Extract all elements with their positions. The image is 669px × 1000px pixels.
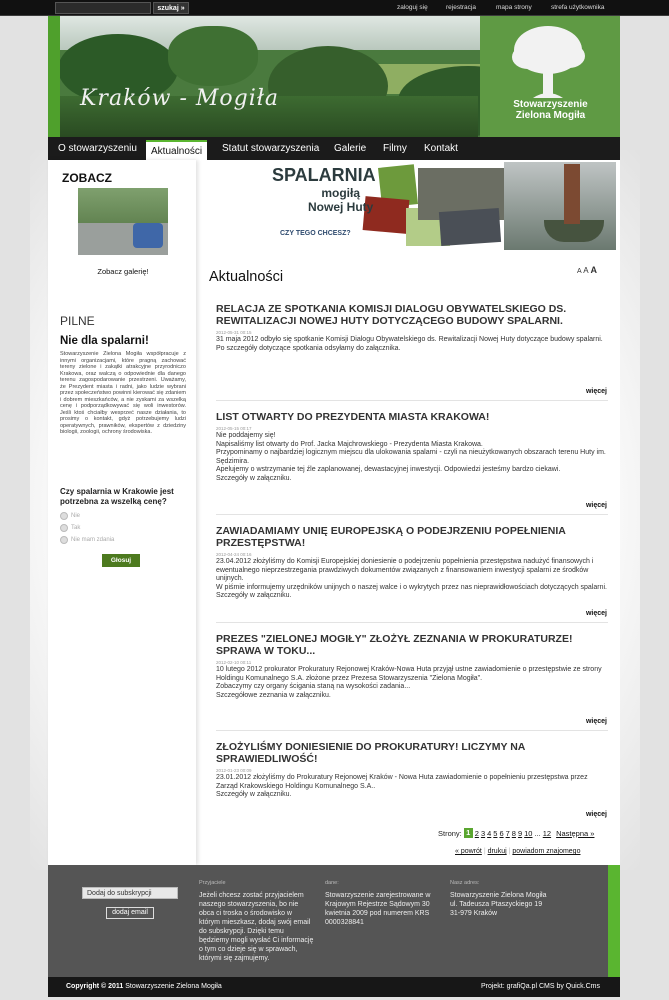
- radio-icon[interactable]: [60, 512, 68, 520]
- poll-question: Czy spalarnia w Krakowie jest potrzebna za wszelką cenę?: [60, 487, 174, 506]
- footer-data: [325, 879, 440, 927]
- font-small[interactable]: A: [577, 268, 582, 275]
- pagination-label: Strony:: [438, 828, 462, 838]
- separator: |: [483, 848, 488, 855]
- header-accent-left: [48, 16, 60, 137]
- divider: [216, 400, 608, 401]
- print-link[interactable]: drukuj: [487, 848, 507, 855]
- top-bar: [0, 0, 669, 16]
- subscribe-button[interactable]: dodaj email: [106, 907, 154, 919]
- banner-person: [564, 164, 580, 224]
- poll-option-undecided[interactable]: [60, 536, 114, 544]
- page-link[interactable]: 6: [499, 828, 504, 838]
- divider: [216, 514, 608, 515]
- divider: [216, 730, 608, 731]
- separator: |: [508, 848, 513, 855]
- banner-line1: SPALARNIA: [272, 165, 376, 185]
- org-name-line2: Zielona Mogiła: [515, 110, 586, 121]
- divider: [216, 622, 608, 623]
- page-link[interactable]: 4: [487, 828, 492, 838]
- article-date: 2012-05-31 00:15: [216, 330, 252, 335]
- article-date: 2012-02-10 00:11: [216, 660, 252, 665]
- copyright-prefix: Copyright © 2011: [66, 983, 124, 990]
- back-link[interactable]: « powrót: [455, 848, 482, 855]
- nav-item-galleries[interactable]: Galerie: [334, 143, 367, 154]
- nav-item-about[interactable]: O stowarzyszeniu: [58, 143, 137, 154]
- article-title[interactable]: RELACJA ZE SPOTKANIA KOMISJI DIALOGU OBYWATELSKIEGO DS. REWITALIZACJI NOWEJ HUTY DOTYCZĄCEGO BUDOWY SPALARNI.: [216, 303, 567, 327]
- article-body: 23.04.2012 złożyliśmy do Komisji Europejskiej doniesienie o podejrzeniu popełnienia przestępstwa nadużyć finansowych i ewentualnego nieprzestrzegania prawdziwych dokumentów związanych z finansowaniem inwestycji spalarni ze środków unijnych. W piśmie informujemy urzędników unijnych o naszej walce i o wykrytych przez nas nieprawidłowościach dotyczących spalarni. Szczegóły w załączniku.: [216, 558, 607, 599]
- thumb-bags: [133, 223, 163, 248]
- nav-item-contact[interactable]: Kontakt: [424, 143, 458, 154]
- page-link[interactable]: 2: [474, 828, 479, 838]
- main-nav: [48, 137, 620, 160]
- page-link[interactable]: 10: [524, 828, 533, 838]
- banner-line2-3: [308, 186, 373, 214]
- banner-question: CZY TEGO CHCESZ?: [280, 230, 351, 237]
- copyright-org[interactable]: Stowarzyszenie Zielona Mogiła: [125, 983, 222, 990]
- see-title: ZOBACZ: [62, 171, 112, 185]
- radio-icon[interactable]: [60, 524, 68, 532]
- campaign-banner[interactable]: [268, 162, 616, 250]
- poll-option-label: Nie mam zdania: [71, 537, 115, 543]
- article-date: 2012-05-15 00:17: [216, 426, 252, 431]
- article-date: 2012-04-24 00:16: [216, 552, 252, 557]
- org-name: [488, 99, 613, 121]
- footer-address-heading: Nasz adres:: [450, 880, 480, 886]
- page-title: Aktualności: [209, 269, 284, 285]
- poll-option-label: Nie: [71, 513, 81, 519]
- pagination-ellipsis: ...: [534, 828, 541, 838]
- pilne-heading[interactable]: Nie dla spalarni!: [60, 335, 149, 347]
- pilne-title: PILNE: [60, 314, 95, 328]
- user-zone-link[interactable]: strefa użytkownika: [551, 4, 605, 11]
- page-link[interactable]: 9: [517, 828, 523, 838]
- back-links: [455, 848, 580, 855]
- footer-data-heading: dane:: [325, 880, 339, 886]
- poll-option-yes[interactable]: [60, 524, 80, 532]
- article-title[interactable]: LIST OTWARTY DO PREZYDENTA MIASTA KRAKOWA!: [216, 411, 490, 423]
- article-body: 31 maja 2012 odbyło się spotkanie Komisji Dialogu Obywatelskiego ds. Rewitalizacji Nowej Huty dotyczące budowy spalarni. Po szczegóły dotyczące spotkania odsyłamy do załącznika.: [216, 336, 603, 352]
- pagination: [438, 828, 594, 838]
- gallery-thumbnail[interactable]: [78, 188, 168, 255]
- gallery-link[interactable]: Zobacz galerię!: [97, 267, 149, 276]
- header-banner: [48, 16, 620, 137]
- banner-line2: mogiłą: [321, 186, 360, 200]
- article: [216, 303, 608, 353]
- page-link-last[interactable]: 12: [542, 828, 552, 838]
- article-body: Nie poddajemy się! Napisaliśmy list otwarty do Prof. Jacka Majchrowskiego - Prezydenta Miasta Krakowa. Przypominamy o najbardziej logicznym miejscu dla ulokowania spalarni - czyli na nieużytkowanych obszarach terenu Huty im. Sędzimira. Apelujemy o wstrzymanie tej źle zaplanowanej, dewastacyjnej inwestycji. Odpowiedzi jesteśmy bardzo ciekawi. Szczegóły w załączniku.: [216, 432, 606, 482]
- notify-friend-link[interactable]: powiadom znajomego: [512, 848, 581, 855]
- article: [216, 525, 608, 601]
- article-body: 23.01.2012 złożyliśmy do Prokuratury Rejonowej Kraków - Nowa Huta zawiadomienie o popełnieniu przestępstwa przez Zarząd Krakowskiego Holdingu Komunalnego S.A.. Szczegóły w załączniku.: [216, 774, 588, 798]
- footer-address: [450, 879, 580, 918]
- tree-logo-icon: [503, 22, 593, 102]
- article: [216, 633, 608, 700]
- radio-icon[interactable]: [60, 536, 68, 544]
- page-link[interactable]: 8: [511, 828, 516, 838]
- footer-data-text: Stowarzyszenie zarejestrowane w Krajowym Rejestrze Sądowym 30 kwietnia 2009 pod numerem KRS 0000328841: [325, 892, 431, 926]
- footer-friends-heading: Przyjaciele: [199, 880, 226, 886]
- org-name-line1: Stowarzyszenie: [513, 99, 588, 110]
- search-button[interactable]: szukaj »: [153, 2, 189, 14]
- page-link[interactable]: 7: [505, 828, 510, 838]
- nav-item-news[interactable]: Aktualności: [146, 140, 207, 160]
- pagination-current: 1: [464, 828, 473, 838]
- more-link[interactable]: więcej: [585, 502, 607, 509]
- poll-option-label: Tak: [71, 525, 81, 531]
- footer-friends: [199, 879, 314, 963]
- pilne-body: Stowarzyszenie Zielona Mogiła współpracuje z innymi organizacjami, które pragną zachować tereny zielone i zakątki atrakcyjne przyrodniczo Krakowa, oraz walczą o odpowiednie dla danego terenu zagospodarowanie przestrzeni. Uważamy, że Prezydent miasta i radni, jako ludzie wybrani przez społeczeństwo powinni kierować się zdaniem i dobrem mieszkańców, a nie zyskami za wszelką cenę i podporządkowywać się woli inwestorów. Jeśli ktoś chciałby wesprzeć nasze działania, to prosimy o kontakt, gdyż potrzebujemy ludzi operatywnych, prawników, ekspertów z dziedziny biologii, zoologii, ochrony środowiska.: [60, 351, 186, 435]
- footer-accent: [608, 865, 620, 977]
- credits[interactable]: Projekt: grafiQa.pl CMS by Quick.Cms: [480, 983, 600, 990]
- footer-address-text: Stowarzyszenie Zielona Mogiła ul. Tadeusza Ptaszyckiego 19 31-979 Kraków: [450, 892, 547, 917]
- article-title[interactable]: ZŁOŻYLIŚMY DONIESIENIE DO PROKURATURY! LICZYMY NA SPRAWIEDLIWOŚĆ!: [216, 741, 525, 765]
- page-link[interactable]: 3: [480, 828, 486, 838]
- footer-friends-text: Jeżeli chcesz zostać przyjacielem naszego stowarzyszenia, bo nie obca ci troska o środowisko w którym mieszkasz, dodaj swój email do subskrypcji. Dzięki temu będziemy mogli wysłać Ci informację o tym co dzieje się w sprawach, którymi się zajmujemy.: [199, 892, 314, 962]
- header-tree: [168, 26, 258, 86]
- font-large[interactable]: A: [590, 265, 598, 275]
- more-link[interactable]: więcej: [585, 811, 607, 818]
- nav-item-films[interactable]: Filmy: [383, 143, 407, 154]
- header-script-text: Kraków - Mogiła: [80, 86, 280, 111]
- copyright: [66, 983, 222, 990]
- article-title[interactable]: ZAWIADAMIAMY UNIĘ EUROPEJSKĄ O PODEJRZENIU POPEŁNIENIA PRZESTĘPSTWA!: [216, 525, 566, 549]
- vote-button[interactable]: Głosuj: [102, 554, 140, 567]
- login-link[interactable]: zaloguj się: [397, 4, 428, 11]
- register-link[interactable]: rejestracja: [446, 4, 476, 11]
- more-link[interactable]: więcej: [585, 610, 607, 617]
- more-link[interactable]: więcej: [585, 388, 607, 395]
- more-link[interactable]: więcej: [585, 718, 607, 725]
- article-title[interactable]: PREZES "ZIELONEJ MOGIŁY" ZŁOŻYŁ ZEZNANIA W PROKURATURZE! SPRAWA W TOKU...: [216, 633, 573, 657]
- article-date: 2012-01-23 00:09: [216, 768, 252, 773]
- bottom-bar: [48, 977, 620, 997]
- next-page-link[interactable]: Następna »: [556, 828, 595, 838]
- sitemap-link[interactable]: mapa strony: [496, 4, 532, 11]
- banner-line3: Nowej Huty: [308, 200, 374, 214]
- poll-option-no[interactable]: [60, 512, 80, 520]
- article-body: 10 lutego 2012 prokurator Prokuratury Rejonowej Kraków-Nowa Huta przyjął ustne zawiadomienie o przestępstwie ze strony Holdingu Komunalnego S.A. złożone przez Prezesa Stowarzyszenia "Zielona Mogiła". Zobaczymy czy organy ścigania staną na wysokości zadania... Szczegółowe zeznania w załączniku.: [216, 666, 602, 699]
- article: [216, 411, 608, 483]
- font-medium[interactable]: A: [583, 266, 589, 275]
- article: [216, 741, 608, 800]
- search-input[interactable]: [55, 2, 151, 14]
- page-link[interactable]: 5: [493, 828, 498, 838]
- subscribe-input[interactable]: Dodaj do subskrypcji: [82, 887, 178, 899]
- font-size-switcher: [577, 265, 597, 275]
- nav-item-statute[interactable]: Statut stowarzyszenia: [222, 143, 320, 154]
- banner-photo: [439, 208, 501, 246]
